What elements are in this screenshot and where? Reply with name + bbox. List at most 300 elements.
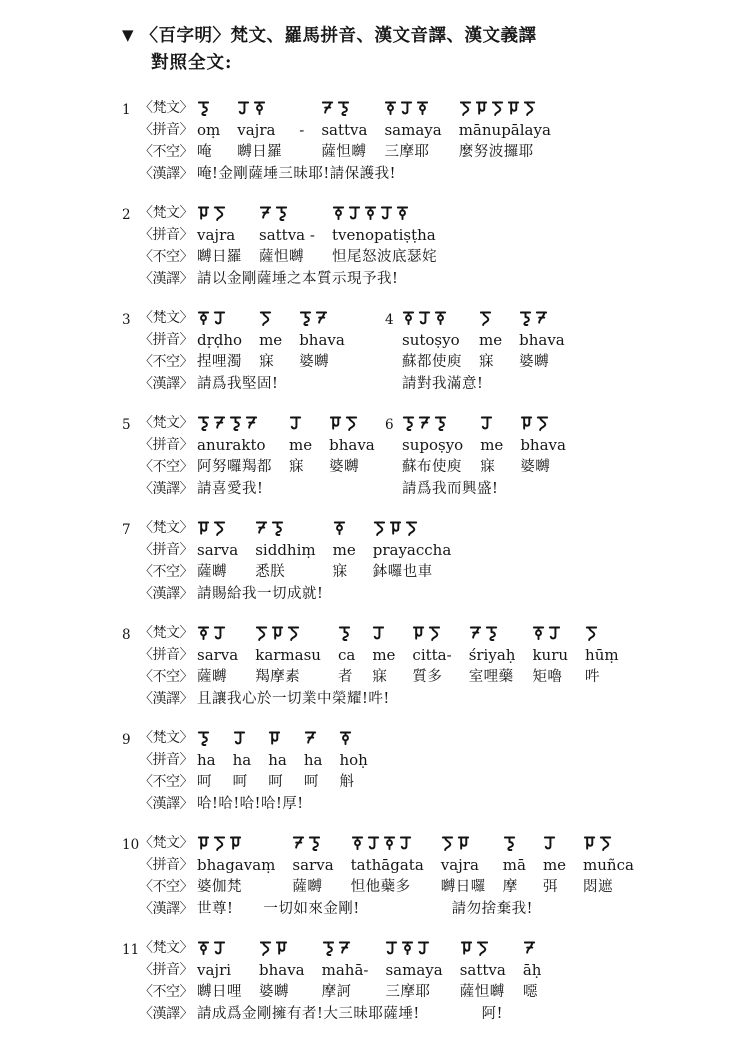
siddham-glyph-icon bbox=[197, 204, 210, 223]
pinyin-word: sattva bbox=[321, 121, 368, 139]
section-content bbox=[402, 412, 583, 500]
pinyin-word: tvenopatiṣṭha bbox=[331, 226, 436, 244]
pinyin-word: me bbox=[259, 331, 283, 349]
row-label-bukong: 〈不空〉 bbox=[139, 879, 193, 895]
word-column bbox=[384, 97, 441, 163]
pinyin-word: vajra bbox=[440, 856, 479, 874]
bukong-word: 寐 bbox=[259, 354, 275, 370]
word-column bbox=[197, 517, 238, 583]
siddham-glyph-icon bbox=[548, 624, 561, 643]
sanskrit-word bbox=[299, 307, 345, 329]
bukong-word: 者 bbox=[337, 669, 353, 685]
mantra-row bbox=[122, 412, 717, 500]
sanskrit-word bbox=[441, 832, 486, 854]
row-label-hanyi: 〈漢譯〉 bbox=[139, 376, 193, 392]
sanskrit-word bbox=[255, 622, 321, 644]
siddham-glyph-icon bbox=[385, 939, 398, 958]
sanskrit-word bbox=[351, 832, 424, 854]
siddham-glyph-icon bbox=[197, 99, 210, 118]
word-column bbox=[329, 412, 375, 478]
bukong-word: 寐 bbox=[479, 354, 494, 370]
pinyin-word: āḥ bbox=[522, 961, 542, 979]
siddham-glyph-icon bbox=[337, 99, 350, 118]
sanskrit-word bbox=[519, 307, 565, 329]
word-column bbox=[299, 97, 304, 163]
bukong-word: 寐 bbox=[372, 669, 388, 685]
row-label-pinyin: 〈拼音〉 bbox=[139, 542, 193, 558]
pinyin-word: tathāgata bbox=[350, 856, 424, 874]
siddham-glyph-icon bbox=[229, 414, 242, 433]
siddham-glyph-icon bbox=[535, 309, 548, 328]
pinyin-word: siddhiṃ bbox=[255, 541, 316, 559]
sanskrit-word bbox=[197, 727, 216, 749]
word-column bbox=[402, 307, 462, 373]
row-labels bbox=[139, 937, 197, 1025]
section-number: 1 bbox=[122, 102, 131, 118]
siddham-glyph-icon bbox=[213, 939, 226, 958]
siddham-glyph-icon bbox=[233, 729, 246, 748]
word-column bbox=[304, 727, 323, 793]
pinyin-word: supoṣyo bbox=[402, 436, 464, 454]
bukong-word: 婆嚩 bbox=[259, 984, 289, 1000]
pinyin-word: bhava bbox=[329, 436, 375, 454]
sanskrit-word bbox=[197, 307, 242, 329]
siddham-glyph-icon bbox=[585, 624, 598, 643]
word-columns bbox=[197, 727, 717, 793]
siddham-glyph-icon bbox=[399, 834, 412, 853]
row-label-hanyi: 〈漢譯〉 bbox=[139, 166, 193, 182]
row-labels bbox=[139, 412, 197, 500]
siddham-glyph-icon bbox=[332, 204, 345, 223]
mantra-row bbox=[122, 832, 717, 920]
siddham-glyph-icon bbox=[459, 99, 472, 118]
word-columns bbox=[197, 202, 717, 268]
word-column bbox=[373, 517, 452, 583]
word-columns bbox=[402, 307, 582, 373]
pinyin-word: kuru bbox=[532, 646, 569, 664]
section-number: 11 bbox=[122, 942, 140, 958]
mantra-section-9 bbox=[122, 727, 717, 815]
row-label-pinyin: 〈拼音〉 bbox=[139, 962, 193, 978]
sanskrit-word bbox=[197, 412, 272, 434]
row-label-pinyin: 〈拼音〉 bbox=[139, 647, 193, 663]
word-column bbox=[441, 832, 486, 898]
siddham-glyph-icon bbox=[255, 624, 268, 643]
siddham-glyph-icon bbox=[480, 414, 493, 433]
siddham-glyph-icon bbox=[383, 834, 396, 853]
section-content bbox=[402, 307, 582, 395]
hanyi-line bbox=[197, 373, 385, 395]
word-column bbox=[197, 412, 272, 478]
siddham-glyph-icon bbox=[396, 204, 409, 223]
hanyi-line bbox=[197, 163, 717, 185]
mantra-row bbox=[122, 622, 717, 710]
bukong-word: 寐 bbox=[289, 459, 304, 475]
row-label-sanskrit: 〈梵文〉 bbox=[139, 520, 193, 536]
sanskrit-word bbox=[237, 97, 282, 119]
hanyi-line bbox=[402, 478, 583, 500]
word-column bbox=[299, 307, 345, 373]
mantra-section-3 bbox=[122, 307, 385, 395]
bukong-word: 吽 bbox=[585, 669, 601, 685]
pinyin-word: hoḥ bbox=[339, 751, 368, 769]
word-column bbox=[503, 832, 526, 898]
siddham-glyph-icon bbox=[351, 834, 364, 853]
siddham-glyph-icon bbox=[259, 939, 272, 958]
sanskrit-word bbox=[373, 517, 452, 539]
title-line-1: 〈百字明〉梵文、羅馬拼音、漢文音譯、漢文義譯 bbox=[140, 26, 537, 46]
siddham-glyph-icon bbox=[373, 519, 386, 538]
word-column bbox=[259, 202, 315, 268]
word-column bbox=[339, 727, 367, 793]
bukong-word: 摩訶 bbox=[321, 984, 352, 1000]
siddham-glyph-icon bbox=[255, 519, 268, 538]
pinyin-word: me bbox=[289, 436, 313, 454]
row-label-pinyin: 〈拼音〉 bbox=[139, 437, 193, 453]
siddham-glyph-icon bbox=[583, 834, 596, 853]
sanskrit-word bbox=[384, 97, 441, 119]
pinyin-word: vajri bbox=[197, 961, 232, 979]
word-column bbox=[197, 307, 242, 373]
siddham-glyph-icon bbox=[197, 834, 210, 853]
bukong-word: 蘇布使庾 bbox=[402, 459, 462, 475]
row-label-sanskrit: 〈梵文〉 bbox=[139, 415, 193, 431]
pinyin-word: sattva bbox=[459, 961, 506, 979]
word-column bbox=[292, 832, 333, 898]
hanyi-segment: 請成爲金剛擁有者!大三昧耶薩埵! bbox=[197, 1006, 420, 1022]
sanskrit-word bbox=[255, 517, 315, 539]
mantra-row bbox=[122, 517, 717, 605]
word-column bbox=[459, 97, 551, 163]
siddham-glyph-icon bbox=[321, 99, 334, 118]
siddham-glyph-icon bbox=[333, 519, 346, 538]
hanyi-line bbox=[197, 793, 717, 815]
word-column bbox=[197, 727, 216, 793]
row-label-pinyin: 〈拼音〉 bbox=[139, 752, 193, 768]
bukong-word: 寐 bbox=[332, 564, 348, 580]
siddham-glyph-icon bbox=[348, 204, 361, 223]
sanskrit-word bbox=[259, 202, 315, 224]
bukong-word: 呵 bbox=[268, 774, 284, 790]
bukong-word: 斛 bbox=[339, 774, 355, 790]
bukong-word: 婆伽梵 bbox=[197, 879, 242, 895]
bukong-word: 悉朕 bbox=[255, 564, 286, 580]
pinyin-word: samaya bbox=[384, 121, 442, 139]
row-label-sanskrit: 〈梵文〉 bbox=[139, 835, 193, 851]
word-column bbox=[520, 412, 566, 478]
pinyin-word: me bbox=[542, 856, 567, 874]
sanskrit-word bbox=[259, 307, 282, 329]
word-column bbox=[479, 307, 502, 373]
siddham-glyph-icon bbox=[485, 624, 498, 643]
pinyin-word: hūṃ bbox=[585, 646, 619, 664]
sanskrit-word bbox=[329, 412, 375, 434]
siddham-glyph-icon bbox=[599, 834, 612, 853]
pinyin-word: ca bbox=[337, 646, 356, 664]
siddham-glyph-icon bbox=[380, 204, 393, 223]
siddham-glyph-icon bbox=[372, 624, 385, 643]
row-label-bukong: 〈不空〉 bbox=[139, 564, 193, 580]
siddham-glyph-icon bbox=[245, 414, 258, 433]
bukong-word: 弭 bbox=[542, 879, 558, 895]
row-labels bbox=[139, 202, 197, 290]
bukong-word: 婆嚩 bbox=[519, 354, 550, 370]
pinyin-word: bhava bbox=[519, 331, 565, 349]
hanyi-segment: 請對我滿意! bbox=[402, 376, 484, 392]
pinyin-word: sattva - bbox=[259, 226, 315, 244]
siddham-glyph-icon bbox=[389, 519, 402, 538]
bukong-word: 捏哩濁 bbox=[197, 354, 242, 370]
pinyin-word: sutoṣyo bbox=[402, 331, 460, 349]
siddham-glyph-icon bbox=[292, 834, 305, 853]
siddham-glyph-icon bbox=[523, 99, 536, 118]
word-column bbox=[332, 202, 437, 268]
siddham-glyph-icon bbox=[322, 939, 335, 958]
bukong-word: 薩嚩 bbox=[197, 669, 227, 685]
siddham-glyph-icon bbox=[405, 519, 418, 538]
bukong-word: 嚩日哩 bbox=[197, 984, 242, 1000]
row-label-bukong: 〈不空〉 bbox=[139, 774, 193, 790]
bukong-word: 薩嚩 bbox=[197, 564, 227, 580]
siddham-glyph-icon bbox=[329, 414, 342, 433]
mantra-row bbox=[122, 727, 717, 815]
mantra-section-5 bbox=[122, 412, 385, 500]
row-label-sanskrit: 〈梵文〉 bbox=[139, 940, 193, 956]
sanskrit-word bbox=[532, 622, 568, 644]
pinyin-word: mahā- bbox=[321, 961, 369, 979]
hanyi-line bbox=[197, 1003, 717, 1025]
sanskrit-word bbox=[385, 937, 442, 959]
siddham-glyph-icon bbox=[364, 204, 377, 223]
row-label-bukong: 〈不空〉 bbox=[139, 669, 193, 685]
section-content bbox=[197, 97, 717, 185]
sanskrit-word bbox=[197, 97, 220, 119]
bukong-word: 室哩藥 bbox=[468, 669, 514, 685]
section-content bbox=[197, 412, 385, 500]
siddham-glyph-icon bbox=[416, 99, 429, 118]
siddham-glyph-icon bbox=[536, 414, 549, 433]
siddham-glyph-icon bbox=[434, 414, 447, 433]
document-title bbox=[122, 22, 717, 77]
bukong-word: 怛尾怒波底瑟姹 bbox=[331, 249, 437, 265]
word-column bbox=[259, 937, 305, 1003]
word-column bbox=[583, 832, 634, 898]
row-labels bbox=[139, 832, 197, 920]
mantra-sections bbox=[122, 97, 717, 1025]
row-label-sanskrit: 〈梵文〉 bbox=[139, 100, 193, 116]
pinyin-word: dṛḍho bbox=[197, 331, 243, 349]
siddham-glyph-icon bbox=[460, 939, 473, 958]
siddham-glyph-icon bbox=[259, 309, 272, 328]
bukong-word: 麼努波攞耶 bbox=[458, 144, 534, 160]
section-number: 8 bbox=[122, 627, 131, 643]
hanyi-line bbox=[197, 583, 717, 605]
section-number: 5 bbox=[122, 417, 131, 433]
mantra-section-10 bbox=[122, 832, 717, 920]
row-label-pinyin: 〈拼音〉 bbox=[139, 332, 193, 348]
siddham-glyph-icon bbox=[441, 834, 454, 853]
sanskrit-word bbox=[197, 622, 238, 644]
sanskrit-word bbox=[520, 412, 566, 434]
siddham-glyph-icon bbox=[476, 939, 489, 958]
siddham-glyph-icon bbox=[400, 99, 413, 118]
word-column bbox=[197, 202, 242, 268]
word-column bbox=[197, 937, 242, 1003]
section-content bbox=[197, 202, 717, 290]
siddham-glyph-icon bbox=[401, 939, 414, 958]
row-label-hanyi: 〈漢譯〉 bbox=[139, 901, 193, 917]
siddham-glyph-icon bbox=[197, 414, 210, 433]
bukong-word: 摩 bbox=[502, 879, 518, 895]
sanskrit-word bbox=[480, 412, 503, 434]
word-column bbox=[322, 937, 369, 1003]
siddham-glyph-icon bbox=[304, 729, 317, 748]
siddham-glyph-icon bbox=[275, 204, 288, 223]
hanyi-segment: 一切如來金剛! bbox=[263, 901, 360, 917]
sanskrit-word bbox=[197, 517, 238, 539]
mantra-row bbox=[122, 307, 717, 395]
sanskrit-word bbox=[523, 937, 542, 959]
sanskrit-word bbox=[412, 622, 451, 644]
siddham-glyph-icon bbox=[315, 309, 328, 328]
bukong-word: 寐 bbox=[480, 459, 496, 475]
siddham-glyph-icon bbox=[402, 414, 415, 433]
row-labels bbox=[139, 307, 197, 395]
mantra-section-7 bbox=[122, 517, 717, 605]
siddham-glyph-icon bbox=[428, 624, 441, 643]
row-label-pinyin: 〈拼音〉 bbox=[139, 857, 193, 873]
word-column bbox=[268, 727, 287, 793]
word-column bbox=[197, 832, 275, 898]
row-labels bbox=[139, 727, 197, 815]
bukong-word: 婆嚩 bbox=[329, 459, 360, 475]
word-column bbox=[289, 412, 312, 478]
word-column bbox=[321, 97, 367, 163]
title-line-2: 對照全文: bbox=[151, 53, 233, 73]
sanskrit-word bbox=[299, 97, 304, 119]
mantra-section-2 bbox=[122, 202, 717, 290]
sanskrit-word bbox=[322, 937, 369, 959]
row-label-hanyi: 〈漢譯〉 bbox=[139, 691, 193, 707]
word-columns bbox=[402, 412, 583, 478]
bukong-word: 婆嚩 bbox=[299, 354, 330, 370]
section-content bbox=[197, 517, 717, 605]
row-label-bukong: 〈不空〉 bbox=[139, 459, 193, 475]
row-label-hanyi: 〈漢譯〉 bbox=[139, 271, 193, 287]
siddham-glyph-icon bbox=[507, 99, 520, 118]
siddham-glyph-icon bbox=[479, 309, 492, 328]
siddham-glyph-icon bbox=[520, 414, 533, 433]
word-column bbox=[402, 412, 463, 478]
word-column bbox=[480, 412, 503, 478]
pinyin-word: mānupālaya bbox=[458, 121, 551, 139]
siddham-glyph-icon bbox=[268, 729, 281, 748]
row-labels bbox=[139, 97, 197, 185]
row-label-sanskrit: 〈梵文〉 bbox=[139, 310, 193, 326]
hanyi-segment: 請以金剛薩埵之本質示現予我! bbox=[197, 271, 399, 287]
bukong-word: 三摩耶 bbox=[385, 984, 431, 1000]
bukong-word: 婆嚩 bbox=[520, 459, 551, 475]
hanyi-segment: 哈!哈!哈!哈!厚! bbox=[197, 796, 304, 812]
sanskrit-word bbox=[268, 727, 287, 749]
section-number: 6 bbox=[385, 417, 394, 433]
bukong-word: 嚩日羅 bbox=[197, 249, 242, 265]
row-label-sanskrit: 〈梵文〉 bbox=[139, 205, 193, 221]
siddham-glyph-icon bbox=[339, 729, 352, 748]
bukong-word: 呵 bbox=[232, 774, 248, 790]
word-column bbox=[197, 622, 238, 688]
word-column bbox=[233, 727, 252, 793]
pinyin-word: vajra bbox=[197, 226, 236, 244]
word-column bbox=[519, 307, 565, 373]
triangle-marker-icon: ▼ bbox=[122, 26, 134, 44]
pinyin-word: bhava bbox=[299, 331, 345, 349]
siddham-glyph-icon bbox=[417, 939, 430, 958]
row-label-sanskrit: 〈梵文〉 bbox=[139, 625, 193, 641]
section-number: 2 bbox=[122, 207, 131, 223]
bukong-word: 呵 bbox=[303, 774, 319, 790]
sanskrit-word bbox=[289, 412, 312, 434]
hanyi-segment: 請爲我而興盛! bbox=[402, 481, 499, 497]
sanskrit-word bbox=[197, 832, 275, 854]
siddham-glyph-icon bbox=[237, 99, 250, 118]
siddham-glyph-icon bbox=[457, 834, 470, 853]
pinyin-word: vajra bbox=[237, 121, 276, 139]
pinyin-word: ha bbox=[197, 751, 216, 769]
row-label-bukong: 〈不空〉 bbox=[139, 144, 193, 160]
siddham-glyph-icon bbox=[271, 624, 284, 643]
bukong-word: 悶遮 bbox=[583, 879, 614, 895]
mantra-section-4 bbox=[385, 307, 582, 395]
mantra-row bbox=[122, 97, 717, 185]
section-number: 9 bbox=[122, 732, 131, 748]
sanskrit-word bbox=[469, 622, 516, 644]
sanskrit-word bbox=[583, 832, 634, 854]
sanskrit-word bbox=[321, 97, 367, 119]
pinyin-word: bhagavaṃ bbox=[197, 856, 276, 874]
siddham-glyph-icon bbox=[543, 834, 556, 853]
sanskrit-word bbox=[543, 832, 566, 854]
siddham-glyph-icon bbox=[367, 834, 380, 853]
pinyin-word: sarva bbox=[197, 646, 239, 664]
bukong-word: 呵 bbox=[197, 774, 212, 790]
pinyin-word: muñca bbox=[583, 856, 634, 874]
section-content bbox=[197, 307, 385, 395]
word-column bbox=[255, 517, 315, 583]
sanskrit-word bbox=[503, 832, 526, 854]
siddham-glyph-icon bbox=[213, 519, 226, 538]
pinyin-word: bhava bbox=[259, 961, 305, 979]
sanskrit-word bbox=[339, 727, 367, 749]
pinyin-word: sarva bbox=[292, 856, 334, 874]
pinyin-word: ha bbox=[303, 751, 323, 769]
siddham-glyph-icon bbox=[418, 414, 431, 433]
pinyin-word: karmasu bbox=[255, 646, 321, 664]
pinyin-word: citta- bbox=[412, 646, 452, 664]
hanyi-segment: 世尊! bbox=[197, 901, 234, 917]
section-number: 7 bbox=[122, 522, 131, 538]
bukong-word: 薩怛嚩 bbox=[259, 249, 304, 265]
sanskrit-word bbox=[259, 937, 305, 959]
sanskrit-word bbox=[460, 937, 506, 959]
siddham-glyph-icon bbox=[213, 204, 226, 223]
pinyin-word: - bbox=[299, 121, 305, 139]
mantra-row bbox=[122, 937, 717, 1025]
row-label-hanyi: 〈漢譯〉 bbox=[139, 1006, 193, 1022]
row-label-sanskrit: 〈梵文〉 bbox=[139, 730, 193, 746]
section-content bbox=[197, 622, 717, 710]
siddham-glyph-icon bbox=[308, 834, 321, 853]
